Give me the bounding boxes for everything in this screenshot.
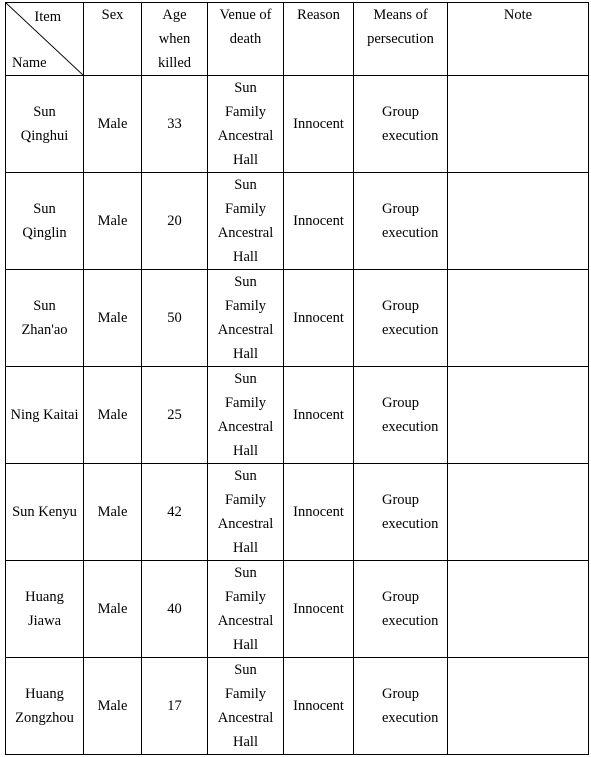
cell-venue [208,270,284,367]
cell-reason: Innocent [284,658,354,755]
header-note: Note [448,3,589,76]
cell-name [6,76,84,173]
cell-means [354,173,448,270]
header-item-label: Item [34,9,61,25]
cell-venue [208,561,284,658]
venue-text: Sun Family Ancestral Hall [217,565,274,653]
cell-age: 20 [142,173,208,270]
cell-note [448,367,589,464]
table-row [6,367,589,464]
means-text: Group execution [382,201,439,241]
venue-text: Sun Family Ancestral Hall [217,177,274,265]
cell-note [448,464,589,561]
header-means-label: Means of persecution [367,7,434,47]
name-text: Sun Kenyu [12,504,77,520]
header-item-name-cell [6,3,84,76]
cell-name [6,173,84,270]
header-age [142,3,208,76]
cell-sex: Male [84,76,142,173]
cell-venue [208,658,284,755]
cell-note [448,76,589,173]
name-text: Sun Qinghui [20,104,69,144]
table-row [6,561,589,658]
venue-text: Sun Family Ancestral Hall [217,274,274,362]
cell-age: 50 [142,270,208,367]
name-text: Huang Zongzhou [15,686,74,726]
cell-reason: Innocent [284,367,354,464]
header-means [354,3,448,76]
name-text: Huang Jiawa [25,589,64,629]
table-row [6,173,589,270]
cell-note [448,173,589,270]
header-row [6,3,589,76]
cell-note [448,658,589,755]
cell-venue [208,367,284,464]
cell-reason: Innocent [284,173,354,270]
cell-age: 17 [142,658,208,755]
name-text: Sun Zhan'ao [21,298,68,338]
cell-name [6,658,84,755]
cell-age: 42 [142,464,208,561]
table-row [6,76,589,173]
cell-means [354,464,448,561]
cell-sex: Male [84,367,142,464]
venue-text: Sun Family Ancestral Hall [217,80,274,168]
cell-sex: Male [84,658,142,755]
header-venue-label: Venue of death [219,7,272,47]
cell-means [354,270,448,367]
cell-venue [208,173,284,270]
cell-name [6,270,84,367]
table-row [6,658,589,755]
header-reason: Reason [284,3,354,76]
victims-table [5,2,589,755]
header-name-label: Name [12,55,47,71]
cell-venue [208,76,284,173]
cell-sex: Male [84,173,142,270]
venue-text: Sun Family Ancestral Hall [217,371,274,459]
cell-name [6,367,84,464]
name-text: Ning Kaitai [10,407,79,423]
means-text: Group execution [382,492,439,532]
header-age-label: Age when killed [157,7,192,71]
cell-means [354,367,448,464]
cell-sex: Male [84,270,142,367]
means-text: Group execution [382,395,439,435]
cell-reason: Innocent [284,270,354,367]
header-venue [208,3,284,76]
cell-means [354,658,448,755]
cell-venue [208,464,284,561]
cell-means [354,561,448,658]
cell-age: 25 [142,367,208,464]
cell-age: 33 [142,76,208,173]
means-text: Group execution [382,589,439,629]
means-text: Group execution [382,298,439,338]
cell-note [448,270,589,367]
name-text: Sun Qinglin [22,201,67,241]
venue-text: Sun Family Ancestral Hall [217,662,274,750]
venue-text: Sun Family Ancestral Hall [217,468,274,556]
cell-reason: Innocent [284,464,354,561]
cell-means [354,76,448,173]
cell-reason: Innocent [284,76,354,173]
cell-sex: Male [84,464,142,561]
table-row [6,270,589,367]
cell-sex: Male [84,561,142,658]
cell-age: 40 [142,561,208,658]
means-text: Group execution [382,686,439,726]
cell-reason: Innocent [284,561,354,658]
table-row [6,464,589,561]
cell-note [448,561,589,658]
means-text: Group execution [382,104,439,144]
header-sex: Sex [84,3,142,76]
cell-name [6,561,84,658]
cell-name [6,464,84,561]
